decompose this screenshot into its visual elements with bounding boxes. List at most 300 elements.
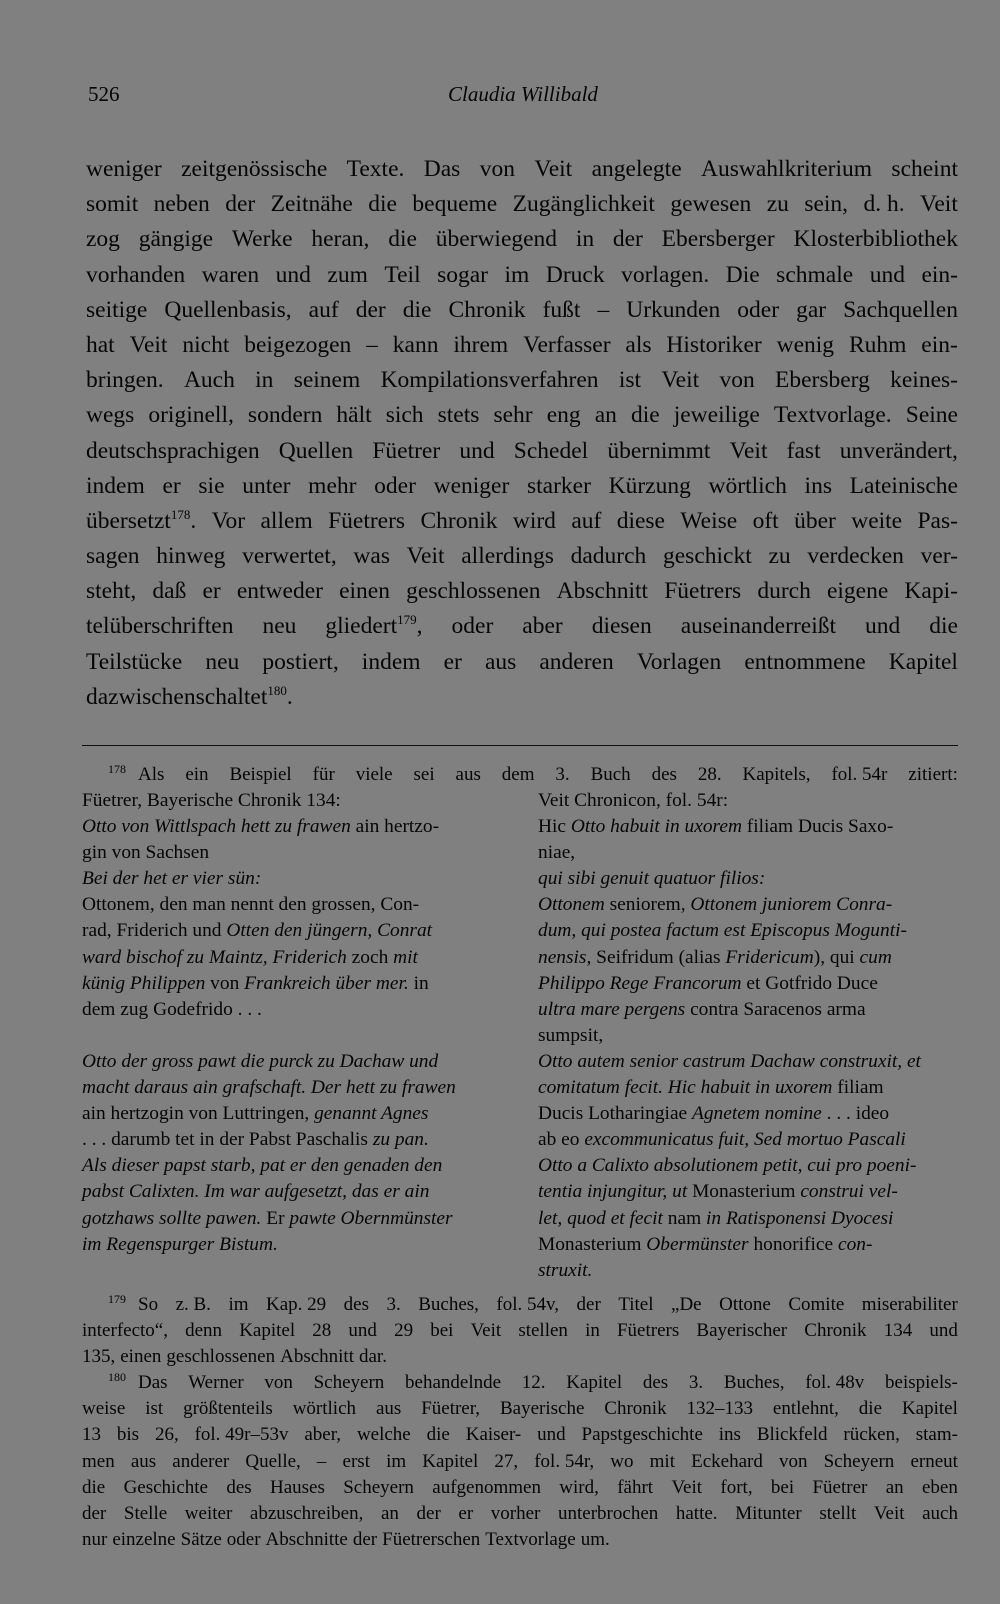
word: Veit: [661, 367, 700, 394]
word: allem: [260, 507, 313, 534]
word: ist: [618, 367, 642, 394]
quote-line: ward bischof zu Maintz, Friderich zoch mit: [82, 946, 418, 968]
quote-line: künig Philippen von Frankreich über mer. in: [82, 972, 429, 994]
word: sie: [198, 472, 225, 499]
word: nicht: [182, 331, 230, 358]
word: an: [380, 1502, 399, 1524]
word: einen: [120, 1346, 162, 1368]
word: Teil: [384, 261, 421, 288]
text-line: [86, 434, 958, 469]
word: fußt: [542, 296, 581, 323]
word: stam-: [915, 1424, 958, 1446]
text-line: [86, 293, 958, 328]
word: Veit: [534, 156, 573, 182]
word: Kapi-: [904, 578, 958, 605]
word: Sätze: [180, 1529, 222, 1551]
word: Verfasser: [523, 331, 611, 358]
quote-line: dum, qui postea factum est Episcopus Mogunti-: [538, 920, 907, 942]
word: ein-: [921, 331, 958, 358]
word: fort,: [720, 1476, 753, 1498]
word: des: [651, 764, 677, 785]
word: wird,: [559, 1476, 599, 1498]
quote-line: struxit.: [538, 1259, 593, 1281]
word: 26,: [154, 1424, 179, 1446]
word: an: [594, 402, 617, 429]
word: Füetrer: [812, 1476, 868, 1498]
word: 13: [82, 1424, 101, 1446]
word: Quellen: [278, 437, 354, 464]
quote-line: dem zug Godefrido . . .: [82, 998, 262, 1020]
word: neu: [262, 613, 297, 640]
word: wegs: [86, 402, 135, 429]
word: vorhanden: [86, 261, 186, 288]
word: allerdings: [461, 543, 554, 570]
footnote-179: [82, 1292, 958, 1371]
word: jeweilige: [673, 402, 760, 429]
word: men: [82, 1450, 115, 1472]
word: Werke: [231, 226, 293, 253]
word: heran,: [311, 226, 370, 253]
quote-line: gin von Sachsen: [82, 842, 210, 864]
word: er: [202, 578, 221, 605]
word: Die: [725, 261, 760, 288]
word: scheint: [891, 156, 958, 182]
quote-line: Otto von Wittlspach hett zu frawen ain hertzo-: [82, 816, 440, 838]
word: Füetrerschen: [382, 1529, 481, 1551]
word: wenig: [776, 331, 835, 358]
word: ein-: [921, 261, 958, 288]
quote-line: gotzhaws sollte pawen. Er pawte Obernmünster: [82, 1207, 453, 1229]
word: stellen: [518, 1320, 568, 1342]
word: Chronik: [448, 296, 526, 323]
word: und: [869, 261, 905, 288]
word: oder: [226, 1529, 261, 1551]
word: und: [537, 1424, 566, 1446]
word: Füetrers: [664, 578, 742, 605]
word: die: [858, 1398, 883, 1420]
quote-line: Hic Otto habuit in uxorem filiam Ducis Saxo-: [538, 816, 894, 838]
text-line: [86, 609, 958, 644]
word: Vorlagen: [636, 648, 722, 675]
word: diese: [616, 507, 665, 534]
word: auseinanderreißt: [680, 613, 837, 640]
word: ver-: [920, 543, 958, 570]
text-line: [82, 1344, 958, 1370]
word: Buches,: [723, 1372, 785, 1393]
word: Kapitel: [422, 1450, 479, 1472]
text-line: [82, 1422, 958, 1448]
word: fol. 49r–53v: [194, 1424, 289, 1446]
word: ins: [804, 472, 832, 499]
word: sondern: [247, 402, 323, 429]
word: welche: [356, 1424, 411, 1446]
word: 135,: [82, 1346, 116, 1368]
word: oder: [737, 296, 780, 323]
text-line: [82, 1370, 958, 1396]
word: gar: [796, 296, 827, 323]
word: Scheyern: [823, 1450, 895, 1472]
word: Das: [423, 156, 461, 182]
word: mit: [649, 1450, 675, 1472]
quote-line: nensis, Seifridum (alias Fridericum), qui cum: [538, 946, 892, 968]
word: Ruhm: [848, 331, 907, 358]
word: die: [426, 1424, 450, 1446]
word: von: [778, 1450, 808, 1472]
word: eben: [921, 1476, 958, 1498]
word: wörtlich: [292, 1398, 357, 1420]
word: entnommene: [744, 648, 866, 675]
word: Urkunden: [626, 296, 721, 323]
word: weniger: [86, 156, 162, 182]
word: stellt: [819, 1502, 857, 1524]
word: von: [719, 367, 755, 394]
word: unterbrochen: [558, 1502, 659, 1524]
word: $^{180}$ Das: [108, 1370, 168, 1393]
word: wo: [610, 1450, 634, 1472]
word: Veit: [671, 1476, 703, 1498]
word: Füetrer,: [421, 1398, 481, 1420]
word: Veit: [920, 191, 958, 218]
word: weite: [851, 507, 903, 534]
comparison-column-veit: [538, 788, 958, 1284]
text-line: [82, 762, 958, 788]
word: originell,: [148, 402, 234, 429]
word: steht,: [86, 578, 137, 605]
word: auch: [922, 1502, 958, 1524]
word: hinweg: [156, 543, 226, 570]
word: 27,: [494, 1450, 519, 1472]
word: erst: [342, 1450, 370, 1472]
word: seinem: [293, 367, 361, 394]
word: 134: [883, 1320, 913, 1342]
quote-line: comitatum fecit. Hic habuit in uxorem filiam: [538, 1077, 884, 1099]
word: Eckehard: [691, 1450, 763, 1472]
word: dazwischenschaltet$^{180}$.: [86, 682, 293, 710]
comparison-column-fuetrer: [82, 788, 502, 1258]
word: vorher: [490, 1502, 541, 1524]
word: 132–133: [686, 1398, 753, 1420]
word: seitige: [86, 296, 148, 323]
word: 28: [312, 1320, 332, 1342]
word: überwiegend: [435, 226, 558, 253]
word: ihrem: [453, 331, 509, 358]
word: Buch: [590, 764, 631, 785]
word: viele: [355, 764, 393, 785]
word: rücken,: [843, 1424, 900, 1446]
word: Druck: [545, 261, 605, 288]
word: 3.: [688, 1372, 704, 1393]
word: sich: [385, 402, 424, 429]
word: keines-: [890, 367, 958, 394]
word: aus: [130, 1450, 157, 1472]
word: Pas-: [917, 507, 958, 534]
word: Scheyern: [343, 1476, 414, 1498]
word: interfecto“,: [82, 1320, 168, 1342]
word: 3.: [555, 764, 570, 785]
word: sagen: [86, 543, 140, 570]
word: fol. 54r: [831, 764, 888, 785]
word: telüberschriften: [86, 613, 234, 640]
word: neben: [153, 191, 210, 218]
word: gliedert$^{179}$,: [325, 612, 423, 640]
quote-line: rad, Friderich und Otten den jüngern, Conrat: [82, 920, 433, 942]
word: hatte.: [675, 1502, 718, 1524]
text-line: [82, 1501, 958, 1527]
word: dar.: [359, 1346, 387, 1368]
word: des: [642, 1372, 669, 1393]
word: Zugänglichkeit: [512, 191, 655, 218]
word: über: [794, 507, 836, 534]
word: zu: [766, 191, 789, 218]
word: hält: [336, 402, 372, 429]
word: der: [416, 1502, 441, 1524]
word: aufgenommen: [432, 1476, 541, 1498]
word: ist: [145, 1398, 164, 1420]
word: weiter: [184, 1502, 233, 1524]
quote-line: . . . darumb tet in der Pabst Paschalis zu pan.: [82, 1129, 429, 1151]
footnote-reference: 180: [267, 682, 287, 698]
word: in: [575, 226, 595, 253]
word: der: [355, 296, 386, 323]
word: unverändert,: [839, 437, 958, 464]
word: Kapitels,: [742, 764, 811, 785]
word: Scheyern: [313, 1372, 385, 1393]
word: entlehnt,: [772, 1398, 839, 1420]
word: was: [353, 543, 390, 570]
word: Kapitel: [901, 1398, 958, 1420]
word: fol. 54v,: [496, 1294, 560, 1315]
word: sehr: [493, 402, 533, 429]
page-number: 526: [88, 82, 120, 106]
word: Blickfeld: [756, 1424, 828, 1446]
word: neu: [205, 648, 240, 675]
word: $^{178}$ Als: [108, 762, 165, 785]
word: weniger: [433, 472, 510, 499]
word: auf: [571, 507, 602, 534]
word: sogar: [437, 261, 489, 288]
word: weise: [82, 1398, 126, 1420]
word: Schedel: [513, 437, 589, 464]
word: zeitgenössische: [181, 156, 328, 182]
word: gewesen: [670, 191, 752, 218]
column-heading: Füetrer, Bayerische Chronik 134:: [82, 790, 341, 811]
word: stets: [437, 402, 480, 429]
quote-line: ab eo excommunicatus fuit, Sed mortuo Pascali: [538, 1129, 906, 1151]
text-line: [86, 222, 958, 257]
footnote-reference: 178: [170, 506, 191, 522]
word: Historiker: [666, 331, 762, 358]
word: der: [225, 191, 256, 218]
word: denn: [185, 1320, 223, 1342]
text-line: [86, 328, 958, 363]
word: dadurch: [570, 543, 647, 570]
word: oder: [451, 613, 494, 640]
word: bei: [770, 1476, 795, 1498]
word: Titel: [618, 1294, 654, 1315]
text-line: [86, 645, 958, 680]
word: für: [312, 764, 335, 785]
text-line: [86, 680, 958, 715]
word: Textvorlage: [485, 1529, 576, 1551]
word: Teilstücke: [86, 648, 183, 675]
word: Texte.: [346, 156, 405, 182]
quote-line: macht daraus ain grafschaft. Der hett zu frawen: [82, 1077, 456, 1099]
word: Geschichte: [123, 1476, 208, 1498]
text-line: [82, 1318, 958, 1344]
word: Quellenbasis,: [164, 296, 292, 323]
word: Füetrers: [616, 1320, 680, 1342]
word: behandelnde: [405, 1372, 502, 1393]
word: einen: [339, 578, 390, 605]
word: Chronik: [604, 1398, 667, 1420]
word: Buches,: [418, 1294, 479, 1315]
word: anderer: [172, 1450, 230, 1472]
text-line: [86, 504, 958, 539]
word: aus: [484, 648, 517, 675]
word: Textvorlage.: [773, 402, 892, 429]
word: bequeme: [412, 191, 498, 218]
quote-line: niae,: [538, 842, 576, 864]
text-line: [82, 1396, 958, 1422]
word: aus: [375, 1398, 402, 1420]
word: zog: [86, 226, 120, 253]
quote-line: let, quod et fecit nam in Ratisponensi Dyocesi: [538, 1207, 894, 1229]
blank-line: [82, 1023, 502, 1049]
word: indem: [86, 472, 145, 499]
word: um.: [580, 1529, 610, 1551]
word: Veit: [470, 1320, 502, 1342]
word: und: [865, 613, 901, 640]
word: sei: [413, 764, 435, 785]
word: fast: [786, 437, 821, 464]
word: aber,: [304, 1424, 342, 1446]
word: Kaiser-: [465, 1424, 522, 1446]
word: beigezogen: [244, 331, 352, 358]
word: einzelne: [112, 1529, 176, 1551]
footnote-number: 180: [108, 1370, 126, 1384]
word: Mitunter: [735, 1502, 802, 1524]
word: übersetzt$^{178}$.: [86, 506, 197, 534]
footnote-178: [82, 762, 958, 788]
word: Papstgeschichte: [581, 1424, 703, 1446]
word: vorlagen.: [621, 261, 710, 288]
quote-line: Ottonem, den man nennt den grossen, Con-: [82, 894, 420, 916]
word: Werner: [188, 1372, 244, 1393]
quote-line: Otto der gross pawt die purck zu Dachaw und: [82, 1050, 439, 1072]
word: somit: [86, 191, 139, 218]
word: eigene: [826, 578, 889, 605]
text-line: [82, 1475, 958, 1501]
word: fol. 48v: [805, 1372, 865, 1393]
word: übernimmt: [607, 437, 711, 464]
word: die: [929, 613, 958, 640]
word: d. h.: [863, 191, 905, 218]
quote-line: Otto a Calixto absolutionem petit, cui pro poeni-: [538, 1155, 917, 1177]
word: Kürzung: [608, 472, 691, 499]
word: Weise: [680, 507, 738, 534]
word: die: [82, 1476, 106, 1498]
word: Zeitnähe: [270, 191, 353, 218]
word: im: [228, 1294, 249, 1315]
word: Chronik: [420, 507, 498, 534]
word: Bayerische: [499, 1398, 585, 1420]
text-line: [86, 539, 958, 574]
text-line: [82, 1449, 958, 1475]
word: Füetrers: [328, 507, 406, 534]
word: Ottone: [719, 1294, 771, 1315]
word: und: [275, 261, 311, 288]
word: fährt: [617, 1476, 654, 1498]
word: Veit: [129, 331, 168, 358]
word: wird: [512, 507, 556, 534]
word: Ebersberger: [661, 226, 775, 253]
word: Kapitel: [888, 648, 958, 675]
word: von: [264, 1372, 293, 1393]
word: die: [402, 296, 432, 323]
word: des: [343, 1294, 369, 1315]
word: angelegte: [591, 156, 682, 182]
word: miserabiliter: [861, 1294, 958, 1315]
footnote-number: 178: [108, 762, 126, 776]
word: Comite: [788, 1294, 845, 1315]
word: erneut: [910, 1450, 958, 1472]
word: unter: [242, 472, 291, 499]
word: Ebersberg: [774, 367, 870, 394]
quote-line: qui sibi genuit quatuor filios:: [538, 868, 766, 890]
word: Kompilationsverfahren: [380, 367, 599, 394]
word: an: [885, 1476, 904, 1498]
word: Auch: [183, 367, 235, 394]
word: Bayerischer: [696, 1320, 788, 1342]
word: beispiels-: [885, 1372, 958, 1393]
word: Quelle,: [245, 1450, 301, 1472]
word: postiert,: [262, 648, 339, 675]
quote-line: ultra mare pergens contra Saracenos arma: [538, 998, 866, 1020]
word: hat: [86, 331, 115, 358]
word: in: [585, 1320, 600, 1342]
word: abzuschreiben,: [249, 1502, 364, 1524]
quote-line: Philippo Rege Francorum et Gotfrido Duce: [538, 972, 878, 994]
word: größtenteils: [183, 1398, 273, 1420]
word: oft: [752, 507, 779, 534]
quote-line: Als dieser papst starb, pat er den genaden den: [82, 1155, 443, 1177]
word: die: [388, 226, 417, 253]
word: Veit: [729, 437, 768, 464]
word: deutschsprachigen: [86, 437, 260, 464]
word: Klosterbibliothek: [793, 226, 958, 253]
word: zu: [768, 543, 791, 570]
word: durch: [757, 578, 811, 605]
word: und: [459, 437, 495, 464]
word: anderen: [539, 648, 614, 675]
footnote-180: [82, 1370, 958, 1553]
word: er: [458, 1502, 474, 1524]
word: Veit: [406, 543, 445, 570]
word: Seine: [905, 402, 958, 429]
word: zitiert:: [908, 764, 958, 785]
word: Kap. 29: [266, 1294, 327, 1315]
footnote-number: 179: [108, 1292, 126, 1306]
word: daß: [152, 578, 187, 605]
text-line: [86, 574, 958, 609]
word: Stelle: [123, 1502, 168, 1524]
word: Füetrer: [372, 437, 441, 464]
quote-line: im Regenspurger Bistum.: [82, 1233, 278, 1255]
word: Abschnitt: [556, 578, 649, 605]
word: im: [386, 1450, 407, 1472]
word: fol. 54r,: [534, 1450, 595, 1472]
text-line: [86, 363, 958, 398]
